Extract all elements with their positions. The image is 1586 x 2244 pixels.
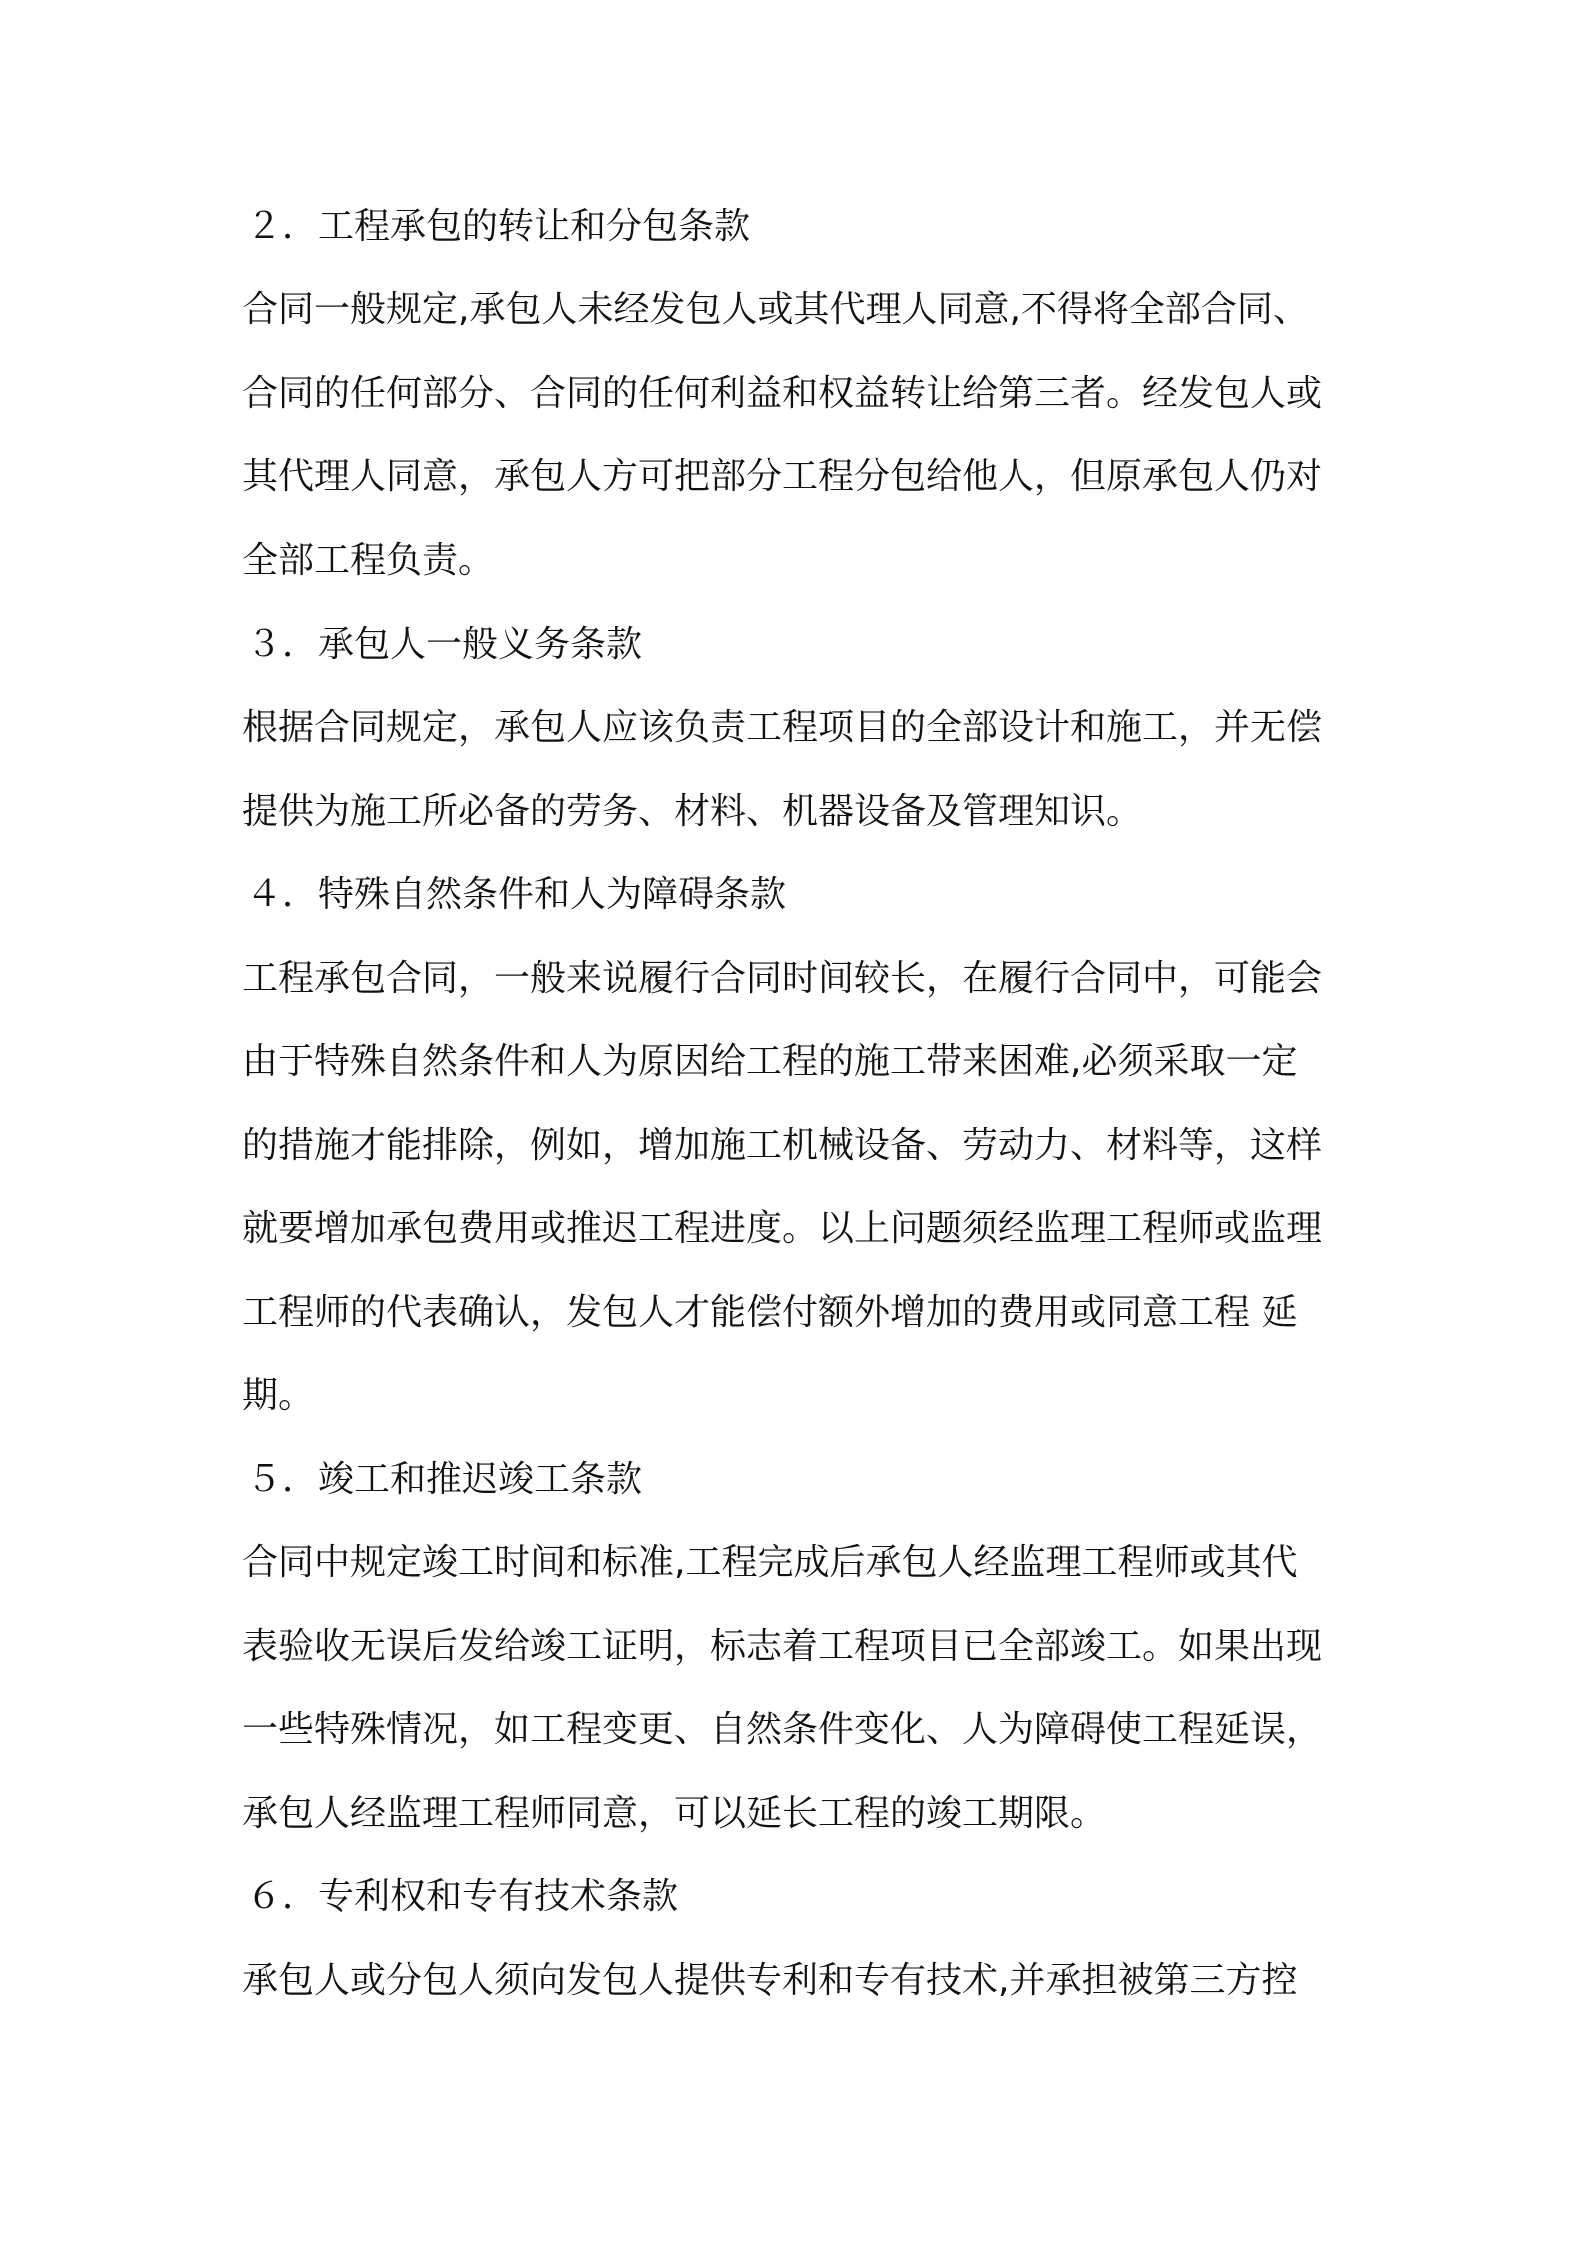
section-heading-4: ４．特殊自然条件和人为障碍条款	[246, 874, 787, 915]
paragraph-line: 工程承包合同，一般来说履行合同时间较长，在履行合同中，可能会	[242, 958, 1323, 999]
paragraph-line: 由于特殊自然条件和人为原因给工程的施工带来困难,必须采取一定	[242, 1041, 1298, 1082]
paragraph-line: 合同的任何部分、合同的任何利益和权益转让给第三者。经发包人或	[242, 373, 1323, 414]
paragraph-line: 期。	[242, 1375, 315, 1416]
paragraph-line: 其代理人同意，承包人方可把部分工程分包给他人，但原承包人仍对	[242, 456, 1323, 497]
paragraph-line: 一些特殊情况，如工程变更、自然条件变化、人为障碍使工程延误，	[242, 1709, 1323, 1750]
paragraph-line: 根据合同规定，承包人应该负责工程项目的全部设计和施工，并无偿	[242, 707, 1323, 748]
paragraph-line: 承包人或分包人须向发包人提供专利和专有技术,并承担被第三方控	[242, 1960, 1298, 2001]
section-heading-3: ３．承包人一般义务条款	[246, 624, 643, 665]
paragraph-line: 表验收无误后发给竣工证明，标志着工程项目已全部竣工。如果出现	[242, 1626, 1323, 1667]
section-heading-5: ５．竣工和推迟竣工条款	[246, 1459, 643, 1500]
section-heading-6: ６．专利权和专有技术条款	[246, 1876, 679, 1917]
paragraph-line: 全部工程负责。	[242, 540, 495, 581]
paragraph-line: 的措施才能排除，例如，增加施工机械设备、劳动力、材料等，这样	[242, 1125, 1323, 1166]
paragraph-line: 合同一般规定,承包人未经发包人或其代理人同意,不得将全部合同、	[242, 289, 1309, 330]
paragraph-line: 承包人经监理工程师同意，可以延长工程的竣工期限。	[242, 1793, 1107, 1834]
paragraph-line: 工程师的代表确认，发包人才能偿付额外增加的费用或同意工程 延	[242, 1292, 1298, 1333]
paragraph-line: 提供为施工所必备的劳务、材料、机器设备及管理知识。	[242, 791, 1143, 832]
paragraph-line: 就要增加承包费用或推迟工程进度。以上问题须经监理工程师或监理	[242, 1208, 1323, 1249]
section-heading-2: ２．工程承包的转让和分包条款	[246, 206, 751, 247]
paragraph-line: 合同中规定竣工时间和标准,工程完成后承包人经监理工程师或其代	[242, 1542, 1298, 1583]
